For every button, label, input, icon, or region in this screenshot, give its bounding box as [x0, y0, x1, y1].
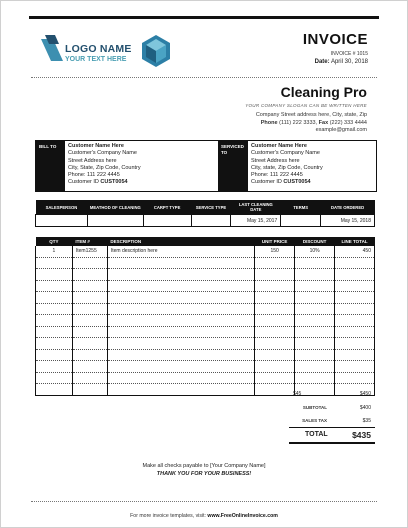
- table-cell: [295, 269, 335, 281]
- logo-tagline: YOUR TEXT HERE: [65, 56, 127, 63]
- company-address-block: [256, 112, 367, 135]
- table-row: [36, 338, 375, 350]
- tax-value: $35: [362, 418, 371, 424]
- company-phone-fax: Phone (111) 222 3333, Fax (222) 333 4444: [260, 119, 367, 126]
- table-cell: [295, 338, 335, 350]
- table-row: [36, 349, 375, 361]
- top-rule: [29, 16, 379, 19]
- table-cell: 450: [335, 246, 375, 257]
- table-cell: [335, 372, 375, 384]
- table-cell: [36, 384, 73, 396]
- col-discount: DISCOUNT: [295, 237, 335, 246]
- table-cell: [107, 257, 254, 269]
- tax-label: SALES TAX: [302, 418, 327, 423]
- table-cell: [295, 292, 335, 304]
- table-cell: [335, 269, 375, 281]
- table-cell: [36, 372, 73, 384]
- total-row: [289, 427, 375, 444]
- order-info-table: [35, 200, 375, 227]
- logo-hexagon-icon: [142, 35, 170, 67]
- table-cell: [295, 257, 335, 269]
- line-sum: $450: [359, 391, 371, 397]
- table-cell: Item1255: [72, 246, 107, 257]
- logo-name: LOGO NAME: [65, 43, 132, 55]
- table-cell: [72, 292, 107, 304]
- table-cell: [335, 280, 375, 292]
- table-cell: [107, 361, 254, 373]
- table-cell: [107, 338, 254, 350]
- table-cell: [295, 303, 335, 315]
- subtotal-label: SUBTOTAL: [302, 405, 327, 410]
- company-slogan: YOUR COMPANY SLOGAN CAN BE WRITTEN HERE: [245, 103, 367, 108]
- table-cell: [295, 372, 335, 384]
- table-cell: 10%: [295, 246, 335, 257]
- logo-arrow-icon: [41, 35, 67, 63]
- table-row: [36, 269, 375, 281]
- table-cell: [72, 326, 107, 338]
- total-value: $435: [352, 430, 371, 440]
- table-cell: [295, 280, 335, 292]
- last-cleaning-value: May 15, 2017: [231, 215, 281, 227]
- table-cell: Item description here: [107, 246, 254, 257]
- payable-note: Make all checks payable to [Your Company Name]: [142, 463, 266, 469]
- table-cell: [72, 280, 107, 292]
- col-last-cleaning: LAST CLEANING DATE: [231, 200, 281, 215]
- table-cell: [255, 349, 295, 361]
- col-salesperson: SALESPERSON: [36, 200, 88, 215]
- table-cell: [255, 372, 295, 384]
- table-cell: [335, 292, 375, 304]
- table-row: [36, 326, 375, 338]
- table-row: [36, 315, 375, 327]
- footer-site-link[interactable]: www.FreeOnlineInvoice.com: [207, 513, 278, 519]
- table-cell: [36, 349, 73, 361]
- method-value: [87, 215, 143, 227]
- table-cell: [255, 269, 295, 281]
- table-cell: [72, 315, 107, 327]
- table-cell: [72, 372, 107, 384]
- table-cell: [335, 349, 375, 361]
- table-row: [36, 280, 375, 292]
- table-cell: [36, 361, 73, 373]
- serviced-to-label: SERVICED TO: [218, 141, 248, 191]
- sums-row: [289, 391, 375, 401]
- col-date-ordered: DATE ORDERED: [321, 200, 375, 215]
- table-cell: [335, 303, 375, 315]
- table-cell: [255, 361, 295, 373]
- table-cell: [72, 303, 107, 315]
- table-cell: [107, 303, 254, 315]
- table-cell: [295, 315, 335, 327]
- bill-to-label: BILL TO: [36, 141, 65, 191]
- table-cell: [107, 280, 254, 292]
- customer-box: [35, 140, 377, 192]
- table-cell: [107, 326, 254, 338]
- table-cell: [36, 280, 73, 292]
- table-cell: [107, 315, 254, 327]
- table-cell: [72, 269, 107, 281]
- serviced-to-info: Customer Name Here Customer's Company Name Street Address here City, state, Zip Code, Country Phone: 111 222 4445 Customer ID CUST0054: [251, 143, 323, 186]
- table-cell: [107, 269, 254, 281]
- col-item-number: ITEM #: [72, 237, 107, 246]
- company-email: example@gmail.com: [315, 127, 367, 133]
- thank-you-note: THANK YOU FOR YOUR BUSINESS!: [156, 471, 252, 477]
- table-cell: [107, 372, 254, 384]
- carpet-type-value: [143, 215, 191, 227]
- table-cell: 150: [255, 246, 295, 257]
- col-qty: QTY: [36, 237, 73, 246]
- table-row: [36, 303, 375, 315]
- table-cell: [295, 326, 335, 338]
- table-cell: [72, 384, 107, 396]
- table-cell: [36, 315, 73, 327]
- table-cell: [107, 292, 254, 304]
- table-row: [36, 372, 375, 384]
- table-row: [36, 246, 375, 257]
- table-cell: [255, 326, 295, 338]
- table-cell: [335, 361, 375, 373]
- divider: [31, 77, 377, 78]
- table-cell: [36, 257, 73, 269]
- table-cell: [72, 361, 107, 373]
- invoice-title: INVOICE: [302, 31, 368, 48]
- table-cell: [107, 384, 254, 396]
- table-cell: [335, 315, 375, 327]
- table-cell: [36, 303, 73, 315]
- salesperson-value: [36, 215, 88, 227]
- table-row: [36, 292, 375, 304]
- discount-sum: $45: [293, 391, 302, 397]
- invoice-date: Date: April 30, 2018: [314, 59, 368, 65]
- col-line-total: LINE TOTAL: [335, 237, 375, 246]
- table-cell: [255, 303, 295, 315]
- table-cell: [72, 338, 107, 350]
- subtotal-row: [289, 405, 375, 415]
- col-carpet-type: CARPT TYPE: [143, 200, 191, 215]
- company-address: Company Street address here, City, state, Zip: [255, 112, 367, 118]
- table-cell: [255, 338, 295, 350]
- footer-link-line: For more invoice templates, visit: www.FreeOnlineInvoice.com: [130, 513, 278, 519]
- company-logo: [41, 33, 171, 73]
- table-cell: [335, 338, 375, 350]
- table-cell: [295, 361, 335, 373]
- table-cell: [107, 349, 254, 361]
- subtotal-value: $400: [359, 405, 371, 411]
- table-cell: [255, 257, 295, 269]
- table-cell: [72, 257, 107, 269]
- date-ordered-value: May 15, 2018: [321, 215, 375, 227]
- footer-divider: [31, 501, 377, 502]
- table-cell: [36, 326, 73, 338]
- table-row: [36, 257, 375, 269]
- terms-value: [281, 215, 321, 227]
- service-type-value: [191, 215, 231, 227]
- table-cell: 1: [36, 246, 73, 257]
- table-cell: [36, 338, 73, 350]
- col-unit-price: UNIT PRICE: [255, 237, 295, 246]
- table-cell: [335, 257, 375, 269]
- table-cell: [255, 315, 295, 327]
- total-label: TOTAL: [305, 431, 328, 438]
- table-cell: [255, 280, 295, 292]
- table-cell: [335, 326, 375, 338]
- table-cell: [295, 349, 335, 361]
- table-cell: [36, 292, 73, 304]
- col-description: DESCRIPTION: [107, 237, 254, 246]
- invoice-number: INVOICE # 1015: [330, 51, 368, 57]
- table-row: [36, 361, 375, 373]
- bill-to-info: Customer Name Here Customer's Company Name Street Address here City, State, Zip Code, Country Phone: 111 222 4445 Customer ID CUST0054: [68, 143, 141, 186]
- company-name: Cleaning Pro: [280, 84, 367, 100]
- table-cell: [72, 349, 107, 361]
- col-service-type: SERVICE TYPE: [191, 200, 231, 215]
- table-cell: [36, 269, 73, 281]
- items-table: [35, 237, 375, 396]
- col-terms: TERMS: [281, 200, 321, 215]
- table-cell: [255, 292, 295, 304]
- col-method: MEATHOD OF CLEANING: [87, 200, 143, 215]
